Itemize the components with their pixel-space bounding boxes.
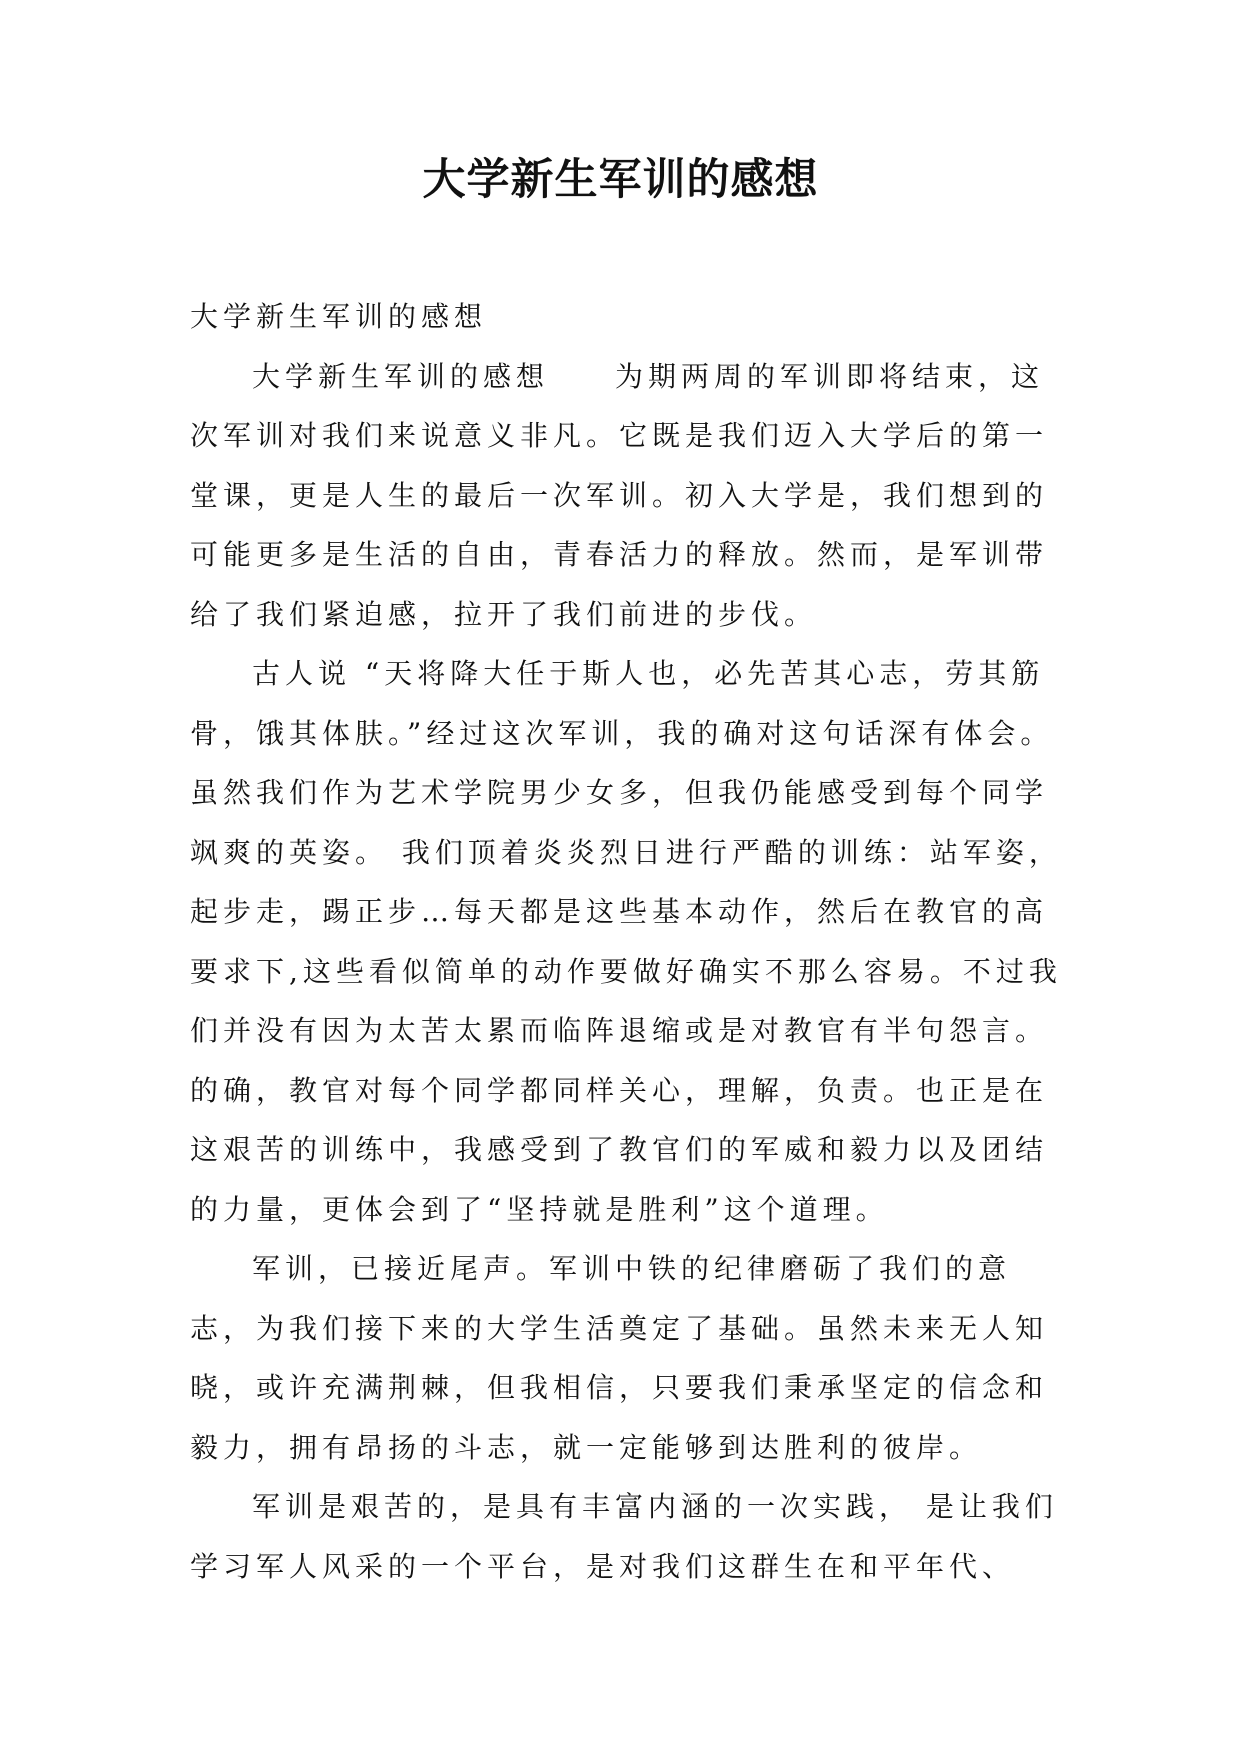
document-body — [190, 287, 1062, 1596]
document-subtitle: 大学新生军训的感想 — [190, 300, 488, 333]
paragraph-1: 大学新生军训的感想 为期两周的军训即将结束，这次军训对我们来说意义非凡。它既是我们迈入大学后的第一堂课，更是人生的最后一次军训。初入大学是，我们想到的可能更多是生活的自由，青春活力的释放。然而，是军训带给了我们紧迫感，拉开了我们前进的步伐。 — [190, 359, 1049, 631]
document-title: 大学新生军训的感想 — [422, 155, 819, 205]
paragraph-3: 军训，已接近尾声。军训中铁的纪律磨砺了我们的意志，为我们接下来的大学生活奠定了基础。虽然未来无人知晓，或许充满荆棘，但我相信，只要我们秉承坚定的信念和毅力，拥有昂扬的斗志，就一定能够到达胜利的彼岸。 — [190, 1252, 1049, 1464]
paragraph-4: 军训是艰苦的，是具有丰富内涵的一次实践， 是让我们学习军人风采的一个平台，是对我们这群生在和平年代、 — [190, 1490, 1058, 1583]
paragraph-2: 古人说 “天将降大任于斯人也，必先苦其心志，劳其筋骨，饿其体肤。”经过这次军训，我的确对这句话深有体会。虽然我们作为艺术学院男少女多，但我仍能感受到每个同学飒爽的英姿。 我们顶着炎炎烈日进行严酷的训练：站军姿，起步走，踢正步…每天都是这些基本动作，然后在教官的高要求下,这些看似简单的动作要做好确实不那么容易。不过我们并没有因为太苦太累而临阵退缩或是对教官有半句怨言。的确，教官对每个同学都同样关心，理解，负责。也正是在这艰苦的训练中，我感受到了教官们的军威和毅力以及团结的力量，更体会到了“坚持就是胜利”这个道理。 — [190, 657, 1062, 1226]
